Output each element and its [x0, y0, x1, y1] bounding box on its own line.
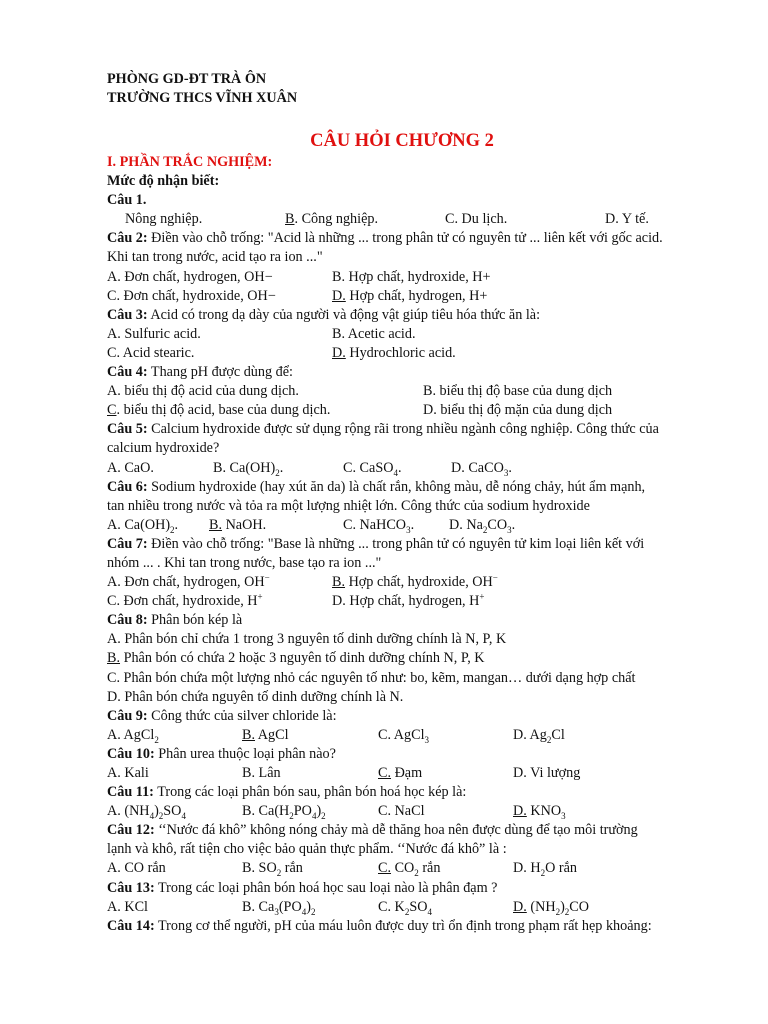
option-a: A. Sulfuric acid.: [107, 325, 201, 342]
option-a: A. CO rắn: [107, 860, 166, 877]
formula: B. Ca(H: [242, 803, 290, 820]
question-3-options-cd: [107, 344, 697, 363]
subscript: 2: [564, 906, 570, 917]
option-d: D. Phân bón chứa nguyên tố dinh dưỡng chính là N.: [107, 688, 404, 705]
question-9-text: Công thức của silver chloride là:: [147, 707, 337, 724]
option-c: [378, 898, 432, 917]
formula: A. (NH: [107, 803, 150, 820]
option-b: [107, 649, 697, 668]
question-11-label: Câu 11:: [107, 784, 154, 801]
question-12-options: [107, 859, 697, 878]
option-d: [449, 516, 515, 535]
formula: CO: [391, 860, 415, 877]
answer-letter: C: [107, 402, 117, 419]
option-b-text: . Công nghiệp.: [294, 211, 379, 228]
formula: rắn: [418, 860, 441, 877]
punct: .: [397, 459, 402, 476]
question-13: [107, 879, 697, 898]
answer-letter: B.: [107, 650, 121, 667]
option-a: [107, 726, 159, 745]
option-a: [107, 516, 178, 535]
option-c: C. Acid stearic.: [107, 344, 195, 361]
option-c: [343, 516, 414, 535]
question-6-options: [107, 516, 697, 535]
subscript: 2: [170, 524, 175, 535]
option-d: D. Y tế.: [605, 211, 649, 228]
question-7: [107, 535, 697, 554]
option-b: B. Acetic acid.: [332, 325, 416, 342]
option-d-text: Hydrochloric acid.: [345, 344, 456, 361]
question-12-text-cont: lạnh và khô, rất tiện cho việc bảo quản thực phẩm. ‘‘Nước đá khô” là :: [107, 841, 507, 858]
option-c: C. Phân bón chứa một lượng nhỏ các nguyên tố như: bo, kẽm, mangan… dưới dạng hợp chất: [107, 669, 636, 686]
subscript: 4: [301, 906, 307, 917]
subscript: 4: [427, 906, 432, 917]
question-3: [107, 306, 697, 325]
question-9-label: Câu 9:: [107, 707, 148, 724]
question-2-options-cd: [107, 287, 697, 306]
question-5-text-cont: calcium hydroxide?: [107, 440, 220, 457]
option-b: [242, 802, 326, 821]
document-title: CÂU HỎI CHƯƠNG 2: [310, 131, 494, 151]
option-c-text: . biểu thị độ acid, base của dung dịch.: [116, 402, 331, 419]
question-6-text-cont: tan nhiều trong nước và tỏa ra một lượng nhiệt lớn. Công thức của sodium hydroxide: [107, 497, 590, 514]
question-8-text: Phân bón kép là: [147, 612, 243, 629]
formula: C. CaSO: [343, 459, 394, 476]
question-8-label: Câu 8:: [107, 612, 148, 629]
question-3-text: Acid có trong dạ dày của người và động vật giúp tiêu hóa thức ăn là:: [147, 306, 541, 323]
question-10-text: Phân urea thuộc loại phân nào?: [154, 745, 336, 762]
question-11: [107, 783, 697, 802]
formula: PO: [293, 803, 312, 820]
option-b: [209, 516, 266, 535]
question-7-text: Điền vào chỗ trống: "Base là những ... trong phân tử có nguyên tử kim loại liên kết với: [147, 535, 645, 552]
question-12-text: ‘‘Nước đá khô” không nóng chảy mà dễ thăng hoa nên được dùng để tạo môi trường: [154, 822, 638, 839]
option-d-text: Hợp chất, hydrogen, H+: [345, 287, 488, 304]
formula: D. H: [513, 860, 541, 877]
option-b: [242, 898, 315, 917]
school-name: TRƯỜNG THCS VĨNH XUÂN: [107, 90, 298, 106]
option-d: [513, 726, 565, 745]
option-b: B. biểu thị độ base của dung dịch: [423, 383, 613, 400]
subscript: 2: [310, 906, 316, 917]
formula: C. AgCl: [378, 726, 425, 743]
option-b: [285, 210, 378, 229]
question-4: [107, 363, 697, 382]
question-4-label: Câu 4:: [107, 364, 148, 381]
question-5: [107, 420, 697, 439]
formula: B. Ca: [242, 898, 275, 915]
option-c: [378, 764, 422, 783]
option-b: [242, 859, 303, 878]
subscript: 3: [424, 734, 430, 745]
option-d: [332, 344, 456, 363]
answer-letter: B: [285, 211, 295, 228]
option-b: [332, 573, 498, 592]
question-4-options-ab: [107, 382, 697, 401]
question-4-options-cd: [107, 401, 697, 420]
formula: A. Ca(OH): [107, 516, 171, 533]
question-2-label: Câu 2:: [107, 230, 148, 247]
question-11-options: [107, 802, 697, 821]
superscript: +: [257, 591, 263, 602]
subscript: 2: [540, 868, 546, 879]
option-a: A. CaO.: [107, 459, 154, 476]
question-6-text: Sodium hydroxide (hay xút ăn da) là chất rắn, không màu, dễ nóng chảy, hút ẩm mạnh,: [147, 478, 646, 495]
subscript: 3: [561, 811, 566, 822]
section-heading: I. PHẦN TRẮC NGHIỆM:: [107, 154, 273, 170]
subscript: 3: [507, 524, 512, 535]
subscript: 2: [482, 524, 488, 535]
difficulty-level: Mức độ nhận biết:: [107, 173, 220, 190]
question-12-label: Câu 12:: [107, 822, 155, 839]
formula: rắn: [281, 860, 303, 877]
formula: C. K: [378, 898, 405, 915]
option-c-text: C. Đơn chất, hydroxide, H: [107, 593, 258, 610]
question-13-options: [107, 898, 697, 917]
subscript: 2: [275, 467, 280, 478]
subscript: 2: [158, 811, 164, 822]
answer-letter: B.: [242, 726, 256, 743]
option-c: [343, 459, 402, 478]
option-b-text: NaOH.: [222, 516, 267, 533]
question-2-text-cont: Khi tan trong nước, acid tạo ra ion ...": [107, 249, 323, 266]
question-10: [107, 745, 697, 764]
question-13-text: Trong các loại phân bón hoá học sau loại nào là phân đạm ?: [154, 879, 498, 896]
question-6: [107, 478, 697, 497]
answer-letter: D.: [513, 803, 527, 820]
option-a: A. Phân bón chỉ chứa 1 trong 3 nguyên tố dinh dưỡng chính là N, P, K: [107, 631, 507, 648]
option-c-text: Đạm: [391, 765, 423, 781]
formula: A. AgCl: [107, 726, 155, 743]
question-3-label: Câu 3:: [107, 306, 148, 323]
option-a: Nông nghiệp.: [125, 211, 203, 228]
option-c: [378, 859, 440, 878]
subscript: 2: [321, 811, 326, 822]
option-b: B. Lân: [242, 765, 281, 781]
question-10-label: Câu 10:: [107, 745, 155, 762]
subscript: 3: [274, 906, 279, 917]
subscript: 2: [289, 811, 294, 822]
question-6-label: Câu 6:: [107, 478, 148, 495]
question-2: [107, 229, 697, 248]
formula: Cl: [551, 726, 565, 743]
question-14: [107, 917, 697, 936]
option-b-text: Hợp chất, hydroxide, OH: [345, 574, 493, 591]
question-7-options-ab: [107, 573, 697, 592]
superscript: +: [479, 591, 485, 602]
option-c: C. Đơn chất, hydroxide, OH−: [107, 287, 276, 304]
option-c: C. Du lịch.: [445, 211, 508, 228]
answer-letter: C.: [378, 765, 392, 781]
subscript: 2: [154, 734, 159, 745]
question-9: [107, 707, 697, 726]
question-7-options-cd: [107, 592, 697, 611]
question-4-text: Thang pH được dùng để:: [147, 364, 293, 381]
punct: .: [508, 459, 512, 476]
answer-letter: B.: [332, 574, 346, 591]
option-c: C. NaCl: [378, 803, 425, 820]
question-7-label: Câu 7:: [107, 535, 148, 552]
answer-letter: C.: [378, 860, 392, 877]
answer-letter: D.: [332, 287, 346, 304]
subscript: 2: [404, 906, 410, 917]
question-7-text-cont: nhóm ... . Khi tan trong nước, base tạo ra ion ...": [107, 554, 382, 571]
formula: ): [154, 803, 159, 820]
subscript: 3: [406, 524, 411, 535]
option-c: [107, 401, 330, 420]
formula: KNO: [526, 803, 562, 820]
option-a: A. KCl: [107, 898, 148, 915]
formula: C. NaHCO: [343, 516, 407, 533]
document-page: [107, 70, 697, 936]
formula: AgCl: [255, 726, 289, 743]
option-c: [107, 592, 263, 611]
question-11-text: Trong các loại phân bón sau, phân bón hoá học kép là:: [153, 784, 467, 801]
question-3-options-ab: [107, 325, 697, 344]
formula: CO: [487, 516, 508, 533]
formula: D. CaCO: [451, 459, 504, 476]
option-d: [513, 802, 566, 821]
subscript: 4: [311, 811, 317, 822]
formula: (PO: [278, 898, 302, 915]
option-d: [451, 459, 512, 478]
superscript: −: [264, 572, 270, 583]
subscript: 2: [414, 868, 419, 879]
subscript: 4: [181, 811, 186, 822]
punct: .: [279, 459, 284, 476]
question-8: [107, 611, 697, 630]
formula: ): [560, 898, 565, 915]
answer-letter: D.: [332, 344, 346, 361]
formula: B. Ca(OH): [213, 459, 276, 476]
punct: .: [174, 516, 179, 533]
option-a: A. biểu thị độ acid của dung dịch.: [107, 383, 299, 400]
answer-letter: D.: [513, 898, 527, 915]
question-5-options: [107, 459, 697, 478]
punct: .: [511, 516, 516, 533]
subscript: 4: [393, 467, 398, 478]
option-a: [107, 802, 186, 821]
formula: (NH: [526, 898, 556, 915]
subscript: 3: [503, 467, 509, 478]
option-d: [332, 592, 484, 611]
question-12: [107, 821, 697, 840]
question-14-label: Câu 14:: [107, 917, 155, 934]
subscript: 2: [276, 868, 282, 879]
formula: SO: [163, 803, 182, 820]
formula: SO: [409, 898, 428, 915]
formula: ): [306, 898, 311, 915]
option-d: [513, 859, 577, 878]
subscript: 2: [555, 906, 561, 917]
question-2-options-ab: [107, 268, 697, 287]
formula: CO: [569, 898, 590, 915]
option-b: [213, 459, 283, 478]
question-5-text: Calcium hydroxide được sử dụng rộng rãi trong nhiều ngành công nghiệp. Công thức của: [147, 421, 659, 438]
formula: O rắn: [545, 860, 578, 877]
formula: D. Na: [449, 516, 483, 533]
option-d: D. biểu thị độ mặn của dung dịch: [423, 402, 613, 419]
subscript: 4: [149, 811, 155, 822]
department-name: PHÒNG GD-ĐT TRÀ ÔN: [107, 71, 267, 87]
option-c: [378, 726, 429, 745]
option-d: D. Vi lượng: [513, 765, 581, 781]
superscript: −: [492, 572, 498, 583]
option-b-text: Phân bón có chứa 2 hoặc 3 nguyên tố dinh dưỡng chính N, P, K: [120, 650, 485, 667]
punct: .: [410, 516, 415, 533]
subscript: 2: [546, 734, 552, 745]
option-a-text: A. Đơn chất, hydrogen, OH: [107, 574, 265, 591]
question-1-options: [107, 210, 697, 229]
option-b: [242, 726, 289, 745]
formula: B. SO: [242, 860, 277, 877]
option-d: [513, 898, 589, 917]
question-10-options: [107, 764, 697, 783]
question-14-text: Trong cơ thể người, pH của máu luôn được duy trì ổn định trong phạm rất hẹp khoảng:: [154, 917, 652, 934]
question-9-options: [107, 726, 697, 745]
formula: D. Ag: [513, 726, 547, 743]
question-2-text: Điền vào chỗ trống: "Acid là những ... trong phân tử có nguyên tử ... liên kết với gốc acid.: [147, 230, 663, 247]
question-1-label: Câu 1.: [107, 192, 147, 209]
option-d-text: D. Hợp chất, hydrogen, H: [332, 593, 480, 610]
option-a: A. Đơn chất, hydrogen, OH−: [107, 268, 273, 285]
formula: ): [316, 803, 322, 820]
answer-letter: B.: [209, 516, 223, 533]
option-b: B. Hợp chất, hydroxide, H+: [332, 268, 491, 285]
option-a: [107, 573, 270, 592]
option-d: [332, 287, 487, 306]
question-13-label: Câu 13:: [107, 879, 155, 896]
option-a: A. Kali: [107, 765, 149, 781]
question-5-label: Câu 5:: [107, 421, 148, 438]
